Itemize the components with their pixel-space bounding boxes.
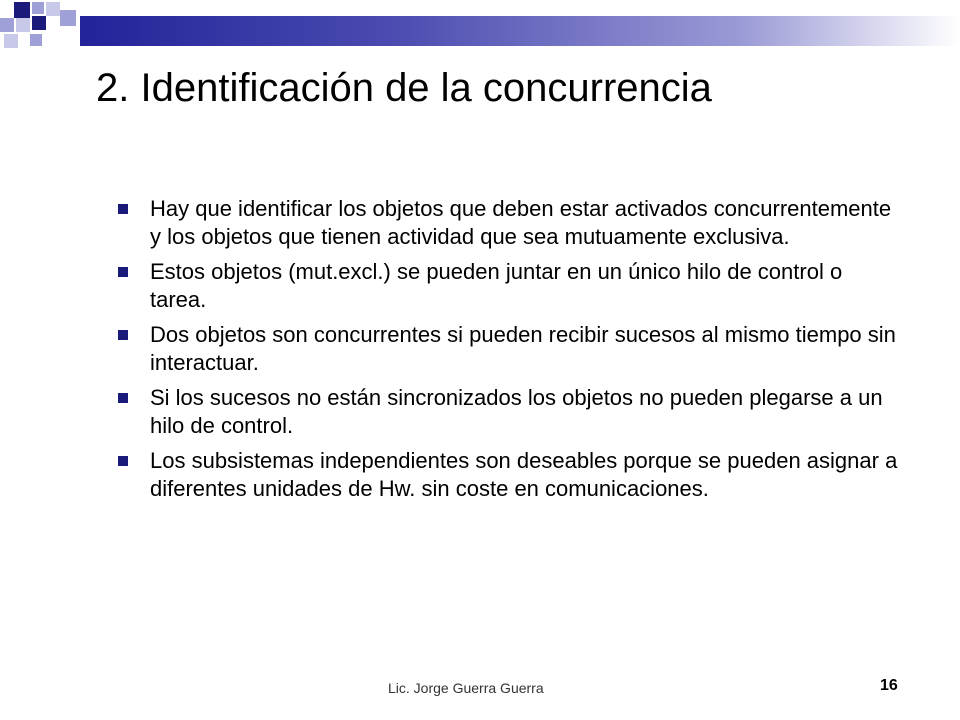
square-bullet-icon [118,204,128,214]
bullet-item [118,321,898,377]
page-number: 16 [880,677,898,694]
footer-author: Lic. Jorge Guerra Guerra [388,680,544,696]
bullet-text: Estos objetos (mut.excl.) se pueden juntar en un único hilo de control o tarea. [150,259,843,312]
bullet-text: Hay que identificar los objetos que deben estar activados concurrentemente y los objetos que tienen actividad que sea mutuamente exclusiva. [150,196,892,249]
bullet-text: Dos objetos son concurrentes si pueden recibir sucesos al mismo tiempo sin interactuar. [150,322,896,375]
square-bullet-icon [118,330,128,340]
slide-title: 2. Identificación de la concurrencia [96,66,712,110]
bullet-item [118,384,898,440]
bullet-item [118,258,898,314]
bullet-text: Si los sucesos no están sincronizados los objetos no pueden plegarse a un hilo de control. [150,385,883,438]
header-gradient-bar [80,16,960,46]
square-bullet-icon [118,393,128,403]
bullet-item [118,447,898,503]
square-bullet-icon [118,267,128,277]
bullet-list [118,195,898,510]
bullet-text: Los subsistemas independientes son deseables porque se pueden asignar a diferentes unidades de Hw. sin coste en comunicaciones. [150,448,898,501]
square-bullet-icon [118,456,128,466]
bullet-item [118,195,898,251]
